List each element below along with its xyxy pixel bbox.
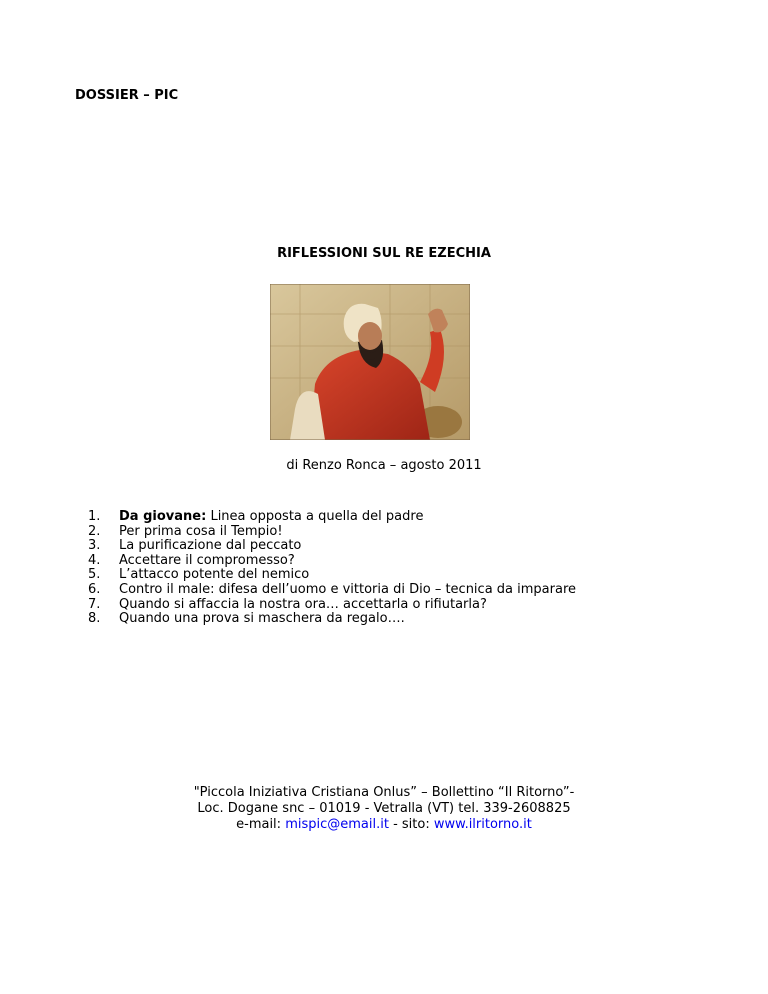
email-link[interactable]: mispic@email.it: [285, 817, 389, 832]
list-item: [88, 539, 576, 554]
footer-line-organization: "Piccola Iniziativa Cristiana Onlus” – Bollettino “Il Ritorno”-: [193, 785, 575, 800]
list-item: [88, 612, 576, 627]
email-label: e-mail:: [236, 817, 286, 832]
item-text: L’attacco potente del nemico: [119, 567, 310, 583]
item-text: La purificazione dal peccato: [119, 538, 302, 554]
item-number: 6.: [88, 581, 101, 597]
list-item: [88, 568, 576, 583]
item-text: Per prima cosa il Tempio!: [119, 523, 283, 539]
document-title: RIFLESSIONI SUL RE EZECHIA: [277, 246, 491, 261]
list-item: [88, 510, 576, 525]
item-number: 1.: [88, 509, 101, 524]
site-label: - sito:: [388, 817, 434, 832]
item-number: 5.: [88, 567, 101, 583]
praying-king-illustration: [270, 284, 470, 440]
list-item: [88, 554, 576, 569]
footer: [0, 785, 768, 833]
item-text: Contro il male: difesa dell’uomo e vittoria di Dio – tecnica da imparare: [119, 581, 577, 597]
footer-line-address: Loc. Dogane snc – 01019 - Vetralla (VT) tel. 339-2608825: [197, 801, 571, 816]
item-number: 7.: [88, 596, 101, 612]
item-number: 8.: [88, 611, 101, 627]
list-item: [88, 598, 576, 613]
list-item: [88, 525, 576, 540]
item-text: Linea opposta a quella del padre: [206, 509, 424, 524]
item-number: 4.: [88, 552, 101, 568]
table-of-contents: [88, 510, 576, 627]
item-bold: Da giovane:: [119, 509, 207, 524]
item-text: Quando si affaccia la nostra ora… accettarla o rifiutarla?: [119, 596, 487, 612]
item-text: Quando una prova si maschera da regalo….: [119, 611, 405, 627]
list-item: [88, 583, 576, 598]
document-header: DOSSIER – PIC: [75, 88, 179, 103]
footer-line-contacts: [0, 817, 768, 833]
item-number: 2.: [88, 523, 101, 539]
site-link[interactable]: www.ilritorno.it: [433, 817, 532, 832]
item-text: Accettare il compromesso?: [119, 552, 295, 568]
byline: di Renzo Ronca – agosto 2011: [286, 458, 482, 473]
item-number: 3.: [88, 538, 101, 554]
